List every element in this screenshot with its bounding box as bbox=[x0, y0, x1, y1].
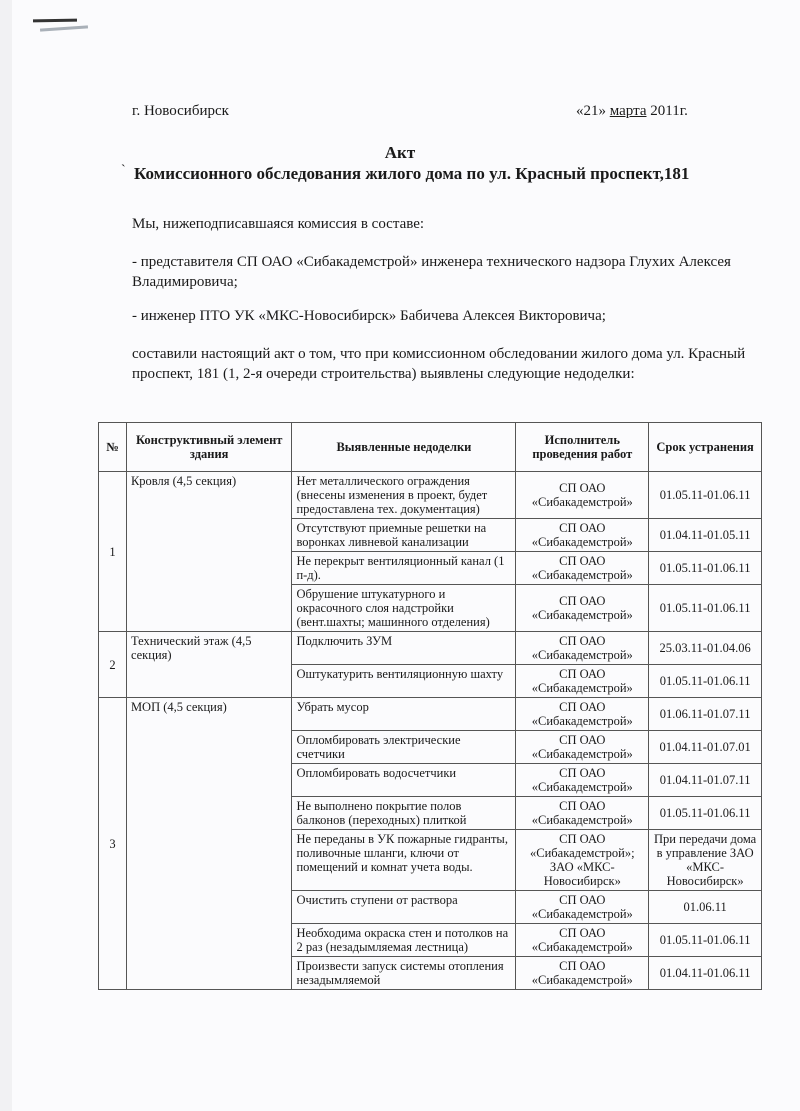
document-title: Акт bbox=[384, 143, 416, 162]
deadline: 01.05.11-01.06.11 bbox=[649, 924, 762, 957]
executor: СП ОАО «Сибакадемстрой» bbox=[516, 632, 649, 665]
header-defects: Выявленные недоделки bbox=[292, 423, 516, 472]
date-month: марта bbox=[609, 103, 647, 119]
deadline: 01.05.11-01.06.11 bbox=[649, 552, 762, 585]
executor: СП ОАО «Сибакадемстрой» bbox=[516, 472, 649, 519]
city: г. Новосибирск bbox=[132, 103, 229, 119]
scan-artifact-mark bbox=[40, 25, 88, 31]
executor: СП ОАО «Сибакадемстрой» bbox=[516, 519, 649, 552]
defect-description: Отсутствуют приемные решетки на воронках ливневой канализации bbox=[292, 519, 516, 552]
table-row bbox=[99, 472, 762, 519]
defect-description: Оштукатурить вентиляционную шахту bbox=[292, 665, 516, 698]
defect-description: Не перекрыт вентиляционный канал (1 п-д). bbox=[292, 552, 516, 585]
executor: СП ОАО «Сибакадемстрой» bbox=[516, 957, 649, 990]
table-row bbox=[99, 698, 762, 731]
executor: СП ОАО «Сибакадемстрой» bbox=[516, 552, 649, 585]
scan-tick-mark: ` bbox=[121, 163, 126, 178]
deadline: 01.05.11-01.06.11 bbox=[649, 797, 762, 830]
header-executor: Исполнитель проведения работ bbox=[516, 423, 649, 472]
deadline: 01.05.11-01.06.11 bbox=[649, 665, 762, 698]
building-element: Кровля (4,5 секция) bbox=[126, 472, 292, 632]
executor: СП ОАО «Сибакадемстрой» bbox=[516, 585, 649, 632]
defect-description: Опломбировать электрические счетчики bbox=[292, 731, 516, 764]
date-day: «21» bbox=[576, 103, 606, 119]
deadline: 25.03.11-01.04.06 bbox=[649, 632, 762, 665]
defect-description: Произвести запуск системы отопления незадымляемой bbox=[292, 957, 516, 990]
scan-artifact-mark bbox=[33, 19, 77, 23]
deadline: 01.05.11-01.06.11 bbox=[649, 472, 762, 519]
row-number: 2 bbox=[99, 632, 127, 698]
executor: СП ОАО «Сибакадемстрой»; ЗАО «МКС-Новосибирск» bbox=[516, 830, 649, 891]
conclusion-paragraph: составили настоящий акт о том, что при комиссионном обследовании жилого дома ул. Красный проспект, 181 (1, 2-я очереди строительства) выявлены следующие недоделки: bbox=[132, 346, 746, 382]
defect-description: Очистить ступени от раствора bbox=[292, 891, 516, 924]
deadline: При передачи дома в управление ЗАО «МКС-Новосибирск» bbox=[649, 830, 762, 891]
executor: СП ОАО «Сибакадемстрой» bbox=[516, 731, 649, 764]
scan-edge bbox=[0, 0, 12, 1111]
defect-description: Опломбировать водосчетчики bbox=[292, 764, 516, 797]
intro-paragraph: Мы, нижеподписавшаяся комиссия в составе: bbox=[132, 216, 425, 232]
executor: СП ОАО «Сибакадемстрой» bbox=[516, 924, 649, 957]
executor: СП ОАО «Сибакадемстрой» bbox=[516, 698, 649, 731]
defects-table bbox=[98, 422, 762, 990]
defect-description: Подключить ЗУМ bbox=[292, 632, 516, 665]
executor: СП ОАО «Сибакадемстрой» bbox=[516, 764, 649, 797]
building-element: Технический этаж (4,5 секция) bbox=[126, 632, 292, 698]
defect-description: Не переданы в УК пожарные гидранты, поливочные шланги, ключи от помещений и комнат учета воды. bbox=[292, 830, 516, 891]
deadline: 01.05.11-01.06.11 bbox=[649, 585, 762, 632]
commission-member-2: - инженер ПТО УК «МКС-Новосибирск» Бабичева Алексея Викторовича; bbox=[132, 308, 606, 324]
header-deadline: Срок устранения bbox=[649, 423, 762, 472]
executor: СП ОАО «Сибакадемстрой» bbox=[516, 665, 649, 698]
executor: СП ОАО «Сибакадемстрой» bbox=[516, 891, 649, 924]
defect-description: Обрушение штукатурного и окрасочного слоя надстройки (вент.шахты; машинного отделения) bbox=[292, 585, 516, 632]
row-number: 3 bbox=[99, 698, 127, 990]
document-subtitle: Комиссионного обследования жилого дома по ул. Красный проспект,181 bbox=[134, 164, 690, 183]
defect-description: Убрать мусор bbox=[292, 698, 516, 731]
table-row bbox=[99, 632, 762, 665]
executor: СП ОАО «Сибакадемстрой» bbox=[516, 797, 649, 830]
table-header-row bbox=[99, 423, 762, 472]
header-element: Конструктивный элемент здания bbox=[126, 423, 292, 472]
deadline: 01.04.11-01.06.11 bbox=[649, 957, 762, 990]
date-year: 2011г. bbox=[650, 103, 688, 119]
defect-description: Необходима окраска стен и потолков на 2 раз (незадымляемая лестница) bbox=[292, 924, 516, 957]
row-number: 1 bbox=[99, 472, 127, 632]
commission-member-1: - представителя СП ОАО «Сибакадемстрой» инженера технического надзора Глухих Алексея Владимировича; bbox=[132, 254, 731, 290]
document-date bbox=[576, 103, 688, 120]
deadline: 01.06.11-01.07.11 bbox=[649, 698, 762, 731]
deadline: 01.04.11-01.05.11 bbox=[649, 519, 762, 552]
defect-description: Нет металлического ограждения (внесены изменения в проект, будет предоставлена тех. документация) bbox=[292, 472, 516, 519]
deadline: 01.04.11-01.07.11 bbox=[649, 764, 762, 797]
table-body bbox=[99, 472, 762, 990]
deadline: 01.06.11 bbox=[649, 891, 762, 924]
defect-description: Не выполнено покрытие полов балконов (переходных) плиткой bbox=[292, 797, 516, 830]
building-element: МОП (4,5 секция) bbox=[126, 698, 292, 990]
header-number: № bbox=[99, 423, 127, 472]
deadline: 01.04.11-01.07.01 bbox=[649, 731, 762, 764]
